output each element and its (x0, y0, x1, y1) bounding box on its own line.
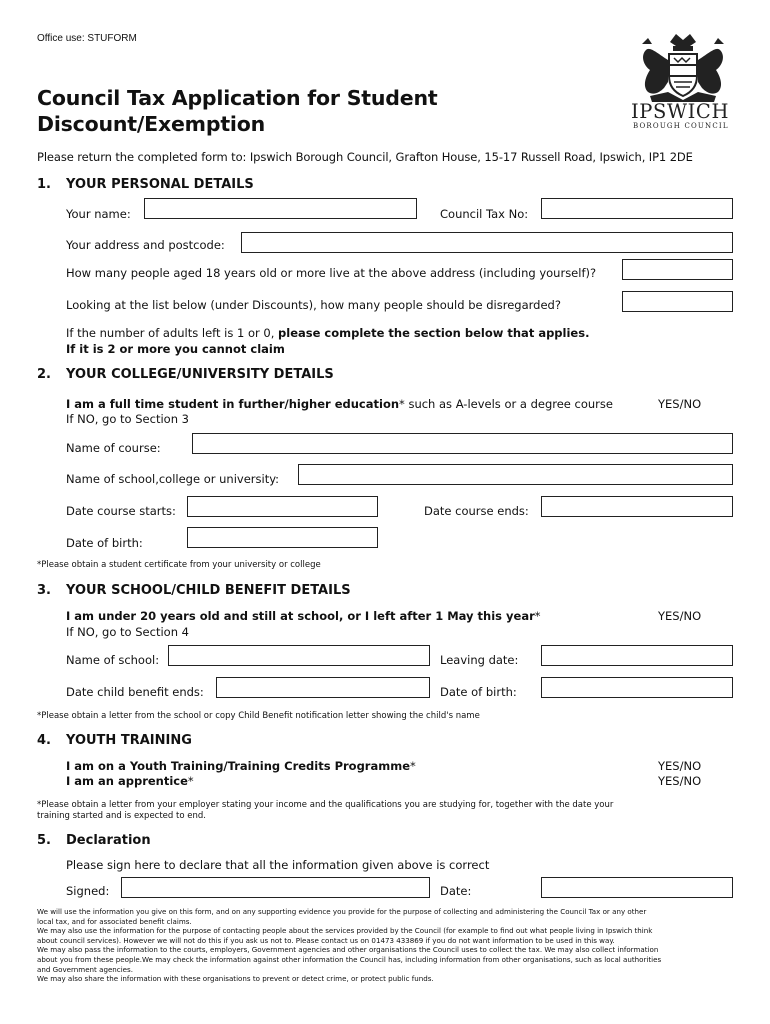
school-name-label: Name of school: (66, 653, 160, 667)
section-3-title: YOUR SCHOOL/CHILD BENEFIT DETAILS (66, 583, 351, 598)
privacy-line: about you from these people.We may check the information against other information the Council has, including information from other organisations, such as local authorities (37, 954, 662, 964)
disregard-count-field[interactable] (622, 291, 733, 312)
course-name-label: Name of course: (66, 441, 161, 455)
section-3-footnote: *Please obtain a letter from the school or copy Child Benefit notification letter showing the child's name (37, 711, 480, 721)
declaration-date-field[interactable] (541, 877, 733, 898)
section-4-title: YOUTH TRAINING (66, 733, 192, 748)
student-yes-no[interactable]: YES/NO (658, 397, 702, 411)
school-question-star: * (534, 609, 541, 623)
address-label: Your address and postcode: (66, 238, 225, 252)
youth-training-star: * (410, 759, 416, 773)
child-benefit-end-label: Date child benefit ends: (66, 685, 204, 699)
course-start-field[interactable] (187, 496, 378, 517)
note-part-a: If the number of adults left is 1 or 0, (66, 326, 279, 340)
apprentice-bold: I am an apprentice (66, 774, 188, 788)
address-field[interactable] (241, 232, 733, 253)
council-logo (628, 32, 738, 132)
student-question-rest: * such as A-levels or a degree course (399, 397, 613, 411)
student-question-bold: I am a full time student in further/higher education (66, 397, 400, 411)
youth-training-yes-no[interactable]: YES/NO (658, 759, 702, 773)
your-name-field[interactable] (144, 198, 417, 219)
course-start-label: Date course starts: (66, 504, 176, 518)
privacy-notice (37, 907, 737, 984)
s2-dob-label: Date of birth: (66, 536, 143, 550)
form-title-line1: Council Tax Application for Student (37, 86, 438, 110)
council-tax-no-label: Council Tax No: (440, 207, 529, 221)
course-name-field[interactable] (192, 433, 733, 454)
course-end-label: Date course ends: (424, 504, 529, 518)
child-benefit-end-field[interactable] (216, 677, 430, 698)
section-1-note (66, 326, 589, 340)
section-1-number: 1. (37, 177, 51, 192)
logo-name: IPSWICH (631, 100, 730, 123)
office-use-label: Office use: STUFORM (37, 33, 137, 44)
apprentice-question (66, 774, 194, 788)
leaving-date-field[interactable] (541, 645, 733, 666)
disregard-question: Looking at the list below (under Discounts), how many people should be disregarded? (66, 298, 561, 312)
school-question (66, 609, 541, 623)
section-1-title: YOUR PERSONAL DETAILS (66, 177, 254, 192)
s2-dob-field[interactable] (187, 527, 378, 548)
declaration-date-label: Date: (440, 884, 472, 898)
your-name-label: Your name: (66, 207, 131, 221)
section-2-footnote: *Please obtain a student certificate from your university or college (37, 560, 321, 570)
course-end-field[interactable] (541, 496, 733, 517)
council-tax-no-field[interactable] (541, 198, 733, 219)
section-4-footnote-2: training started and is expected to end. (37, 811, 206, 821)
apprentice-yes-no[interactable]: YES/NO (658, 774, 702, 788)
section-2-if-no: If NO, go to Section 3 (66, 412, 189, 426)
s3-dob-label: Date of birth: (440, 685, 517, 699)
signed-label: Signed: (66, 884, 110, 898)
form-title-line2: Discount/Exemption (37, 112, 266, 136)
coat-of-arms-icon (628, 32, 738, 104)
adults-count-field[interactable] (622, 259, 733, 280)
form-title (37, 85, 437, 137)
logo-subtitle: BOROUGH COUNCIL (633, 122, 729, 130)
school-college-field[interactable] (298, 464, 733, 485)
privacy-line: and Government agencies. (37, 964, 133, 974)
youth-training-question (66, 759, 416, 773)
section-2-title: YOUR COLLEGE/UNIVERSITY DETAILS (66, 367, 334, 382)
note-part-b: please complete the section below that applies. (278, 326, 590, 340)
section-2-number: 2. (37, 367, 51, 382)
declaration-intro: Please sign here to declare that all the information given above is correct (66, 858, 490, 872)
s3-dob-field[interactable] (541, 677, 733, 698)
school-yes-no[interactable]: YES/NO (658, 609, 702, 623)
apprentice-star: * (187, 774, 194, 788)
section-4-number: 4. (37, 733, 51, 748)
privacy-line: about council services). However we will not do this if you ask us not to. Please contact us on 01473 433869 if you do not want information to be used in this way. (37, 935, 615, 945)
privacy-line: We will use the information you give on this form, and on any supporting evidence you provide for the purpose of collecting and administering the Council Tax or any other (37, 907, 647, 916)
school-name-field[interactable] (168, 645, 430, 666)
privacy-line: We may also use the information for the purpose of contacting people about the services provided by the Council (for example to find out what people living in Ipswich think (37, 926, 653, 936)
section-5-title: Declaration (66, 833, 151, 848)
return-instructions: Please return the completed form to: Ipswich Borough Council, Grafton House, 15-17 Russell Road, Ipswich, IP1 2DE (37, 150, 693, 164)
school-college-label: Name of school,college or university: (66, 472, 280, 486)
youth-training-bold: I am on a Youth Training/Training Credits Programme (66, 759, 411, 773)
school-question-bold: I am under 20 years old and still at school, or I left after 1 May this year (66, 609, 535, 623)
privacy-line: local tax, and for associated benefit claims. (37, 916, 192, 926)
section-3-number: 3. (37, 583, 51, 598)
section-3-if-no: If NO, go to Section 4 (66, 625, 189, 639)
section-5-number: 5. (37, 833, 51, 848)
section-4-footnote-1: *Please obtain a letter from your employer stating your income and the qualifications you are studying for, together with the date your (37, 800, 614, 810)
privacy-line: We may also share the information with these organisations to prevent or detect crime, or protect public funds. (37, 974, 434, 984)
privacy-line: We may also pass the information to the courts, employers, Government agencies and other organisations the Council uses to collect the tax. We may also collect information (37, 945, 659, 955)
section-1-note-2: If it is 2 or more you cannot claim (66, 342, 285, 356)
signature-field[interactable] (121, 877, 430, 898)
leaving-date-label: Leaving date: (440, 653, 519, 667)
student-question (66, 397, 613, 411)
adults-question: How many people aged 18 years old or more live at the above address (including yourself)? (66, 266, 597, 280)
